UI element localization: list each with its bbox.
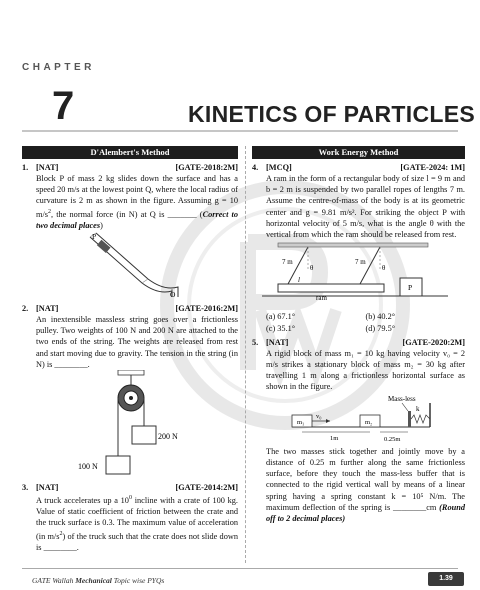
object-p-label: P: [408, 283, 413, 293]
question-4: [252, 162, 465, 334]
question-type: [NAT]: [36, 483, 59, 493]
question-number: 1.: [22, 163, 29, 172]
question-source: [GATE-2018:2M]: [175, 163, 238, 172]
distance-1m-label: 1m: [330, 434, 339, 442]
question-5: [252, 337, 465, 524]
right-column: [252, 146, 465, 524]
question-source: [GATE-2024: 1M]: [400, 163, 465, 172]
figure-ram: [252, 240, 465, 306]
question-source: [GATE-2016:2M]: [175, 303, 238, 313]
question-text: A truck accelerates up a $10^0$ incline with a crate of 100 kg. Value of static coefficient of friction between the crate and the truck surface is 0.3. The maximum value of acceleration (in $m/s^2$) of the truck such that the crate does not slide down is ________.: [36, 495, 239, 552]
mass-m1-label: m₁: [297, 418, 305, 426]
question-text: An inextensible massless string goes over a frictionless pulley. Two weights of 100 N and 200 N are attached to the two ends of the string. The weights are released from rest and start moving due to gravity. The tension in the string (in N) is ________.: [36, 314, 238, 369]
chapter-label: CHAPTER: [22, 62, 95, 73]
page-number: 1.39: [428, 572, 464, 586]
question-source: [GATE-2014:2M]: [175, 483, 238, 493]
figure-pulley: [22, 370, 238, 476]
weight-200n-label: 200 N: [158, 432, 178, 441]
options: [252, 311, 465, 333]
massless-label: Mass-less: [388, 394, 416, 403]
question-number: 2.: [22, 303, 29, 313]
question-type: [NAT]: [266, 337, 289, 347]
question-number: 5.: [252, 337, 259, 347]
option-d: (d) 79.5°: [365, 323, 396, 333]
theta-1: θ: [310, 264, 314, 273]
section-header-work-energy: Work Energy Method: [252, 146, 465, 159]
option-c: (c) 35.1°: [266, 323, 296, 333]
rope-length-1: 7 m: [282, 258, 293, 267]
figure-sliding-block: [22, 231, 238, 297]
label-p: P: [92, 231, 97, 241]
chapter-title: KINETICS OF PARTICLES: [188, 101, 475, 127]
figure-collision-spring: [252, 393, 465, 443]
left-column: [22, 146, 238, 553]
option-b: (b) 40.2°: [365, 312, 396, 322]
length-label-l: l: [298, 276, 300, 285]
question-source: [GATE-2020:2M]: [402, 337, 465, 347]
label-q: Q: [170, 289, 176, 297]
question-type: [NAT]: [36, 163, 59, 172]
velocity-v0-label: v₀: [316, 412, 322, 420]
question-number: 3.: [22, 483, 29, 493]
section-header-dalembert: D'Alembert's Method: [22, 146, 238, 159]
question-1: [22, 162, 238, 300]
column-divider: [245, 146, 246, 563]
question-3: [22, 482, 238, 553]
rope-length-2: 7 m: [355, 258, 366, 267]
footer-divider: [22, 568, 458, 569]
mass-m2-label: m₂: [365, 418, 373, 426]
spring-k-label: k: [416, 404, 420, 413]
question-text: Block P of mass 2 kg slides down the surface and has a speed 20 m/s at the lowest point Q, where the local radius of curvature is 2 m as shown in the figure. Assuming g = 10 $m/s^2$, the normal force (in N) at Q is _______ (Correct to two decimal places): [36, 174, 238, 230]
question-text: A ram in the form of a rectangular body of size l = 9 m and b = 2 m is suspended by two parallel ropes of lengths 7 m. Assume the centre-of-mass of the body is at its geometric center and g = 9.81 m/s². For striking the object P with horizontal velocity of 5 m/s, what is the angle θ with the vertical from which the ram should be released from rest.: [266, 174, 465, 240]
footer-text: GATE Wallah Mechanical Topic wise PYQs: [32, 576, 165, 585]
question-number: 4.: [252, 163, 259, 172]
question-text: A rigid block of mass m₁ = 10 kg having velocity v₀ = 2 m/s strikes a stationary block of mass m₂ = 30 kg after travelling 1 m along a frictionless horizontal surface as shown in the figure.: [266, 348, 465, 392]
option-a: (a) 67.1°: [266, 312, 296, 322]
question-text-continued: The two masses stick together and jointly move by a distance of 0.25 m further along the same frictionless surface, before they touch the mass-less buffer that is connected to the rigid vertical wall by means of a linear spring having a spring constant k = 10⁵ N/m. The maximum deflection of the spring is ________cm (Round off to 2 decimal places): [266, 446, 465, 524]
question-type: [MCQ]: [266, 163, 292, 172]
distance-025m-label: 0.25m: [384, 435, 401, 443]
weight-100n-label: 100 N: [78, 462, 98, 471]
ram-label: ram: [316, 294, 327, 303]
theta-2: θ: [382, 264, 386, 273]
question-2: [22, 303, 238, 479]
title-divider: [22, 130, 458, 132]
question-type: [NAT]: [36, 303, 59, 313]
chapter-number: 7: [52, 84, 75, 128]
